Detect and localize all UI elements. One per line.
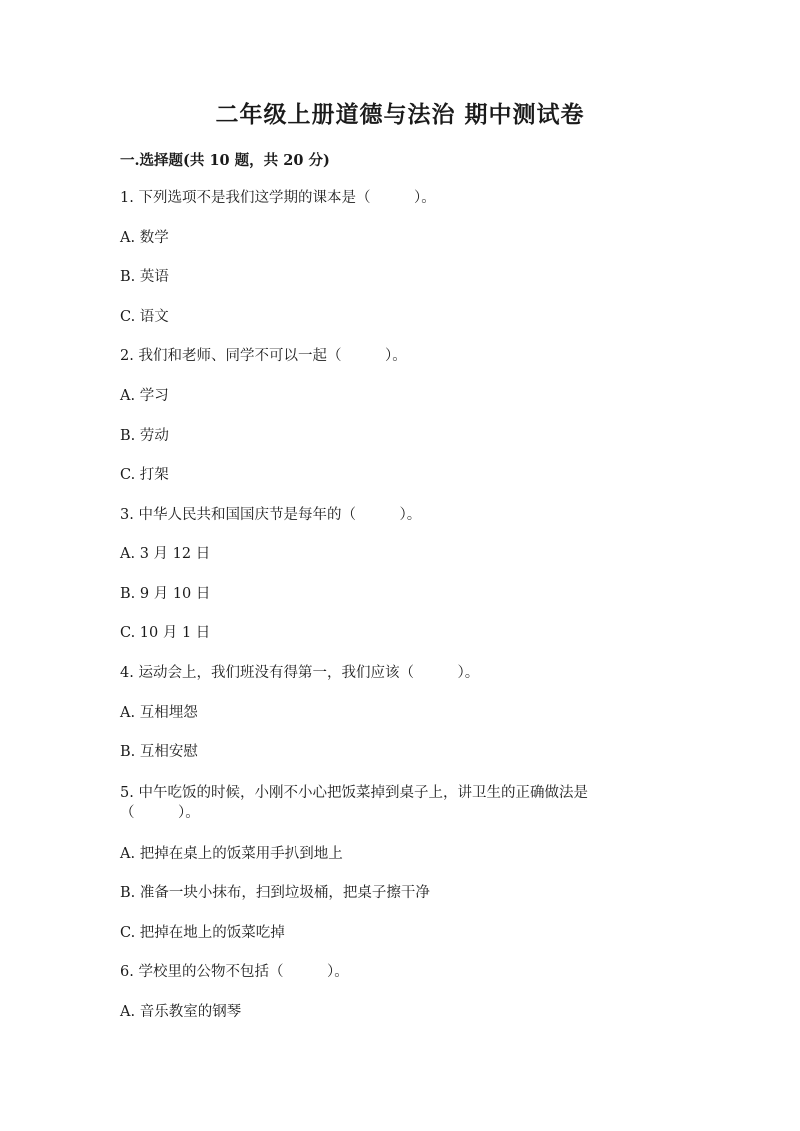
question-3-option-b: B. 9 月 10 日 bbox=[120, 586, 211, 602]
question-6-option-a: A. 音乐教室的钢琴 bbox=[120, 1004, 242, 1020]
question-5-option-b: B. 准备一块小抹布，扫到垃圾桶，把桌子擦干净 bbox=[120, 885, 430, 901]
question-5-stem: 5. 中午吃饭的时候，小刚不小心把饭菜掉到桌子上，讲卫生的正确做法是 bbox=[120, 785, 588, 801]
question-3-option-c: C. 10 月 1 日 bbox=[120, 625, 211, 641]
page-title: 二年级上册道德与法治 期中测试卷 bbox=[215, 101, 585, 128]
question-1-option-c: C. 语文 bbox=[120, 309, 169, 325]
question-2-option-a: A. 学习 bbox=[120, 388, 169, 404]
question-4-stem: 4. 运动会上，我们班没有得第一，我们应该（ ）。 bbox=[120, 665, 480, 681]
question-1-stem: 1. 下列选项不是我们这学期的课本是（ ）。 bbox=[120, 190, 436, 206]
question-2-option-b: B. 劳动 bbox=[120, 428, 169, 444]
question-4-option-b: B. 互相安慰 bbox=[120, 744, 198, 760]
question-5-option-a: A. 把掉在桌上的饭菜用手扒到地上 bbox=[120, 846, 343, 862]
question-5-option-c: C. 把掉在地上的饭菜吃掉 bbox=[120, 925, 285, 941]
question-1-option-b: B. 英语 bbox=[120, 269, 169, 285]
question-2-stem: 2. 我们和老师、同学不可以一起（ ）。 bbox=[120, 348, 407, 364]
question-6-stem: 6. 学校里的公物不包括（ ）。 bbox=[120, 964, 349, 980]
question-3-option-a: A. 3 月 12 日 bbox=[120, 546, 211, 562]
question-4-option-a: A. 互相埋怨 bbox=[120, 705, 198, 721]
question-2-option-c: C. 打架 bbox=[120, 467, 169, 483]
question-1-option-a: A. 数学 bbox=[120, 230, 169, 246]
question-5-stem-continued: （ ）。 bbox=[120, 805, 200, 821]
question-3-stem: 3. 中华人民共和国国庆节是每年的（ ）。 bbox=[120, 507, 422, 523]
section-heading: 一.选择题(共 10 题，共 20 分) bbox=[120, 152, 330, 169]
